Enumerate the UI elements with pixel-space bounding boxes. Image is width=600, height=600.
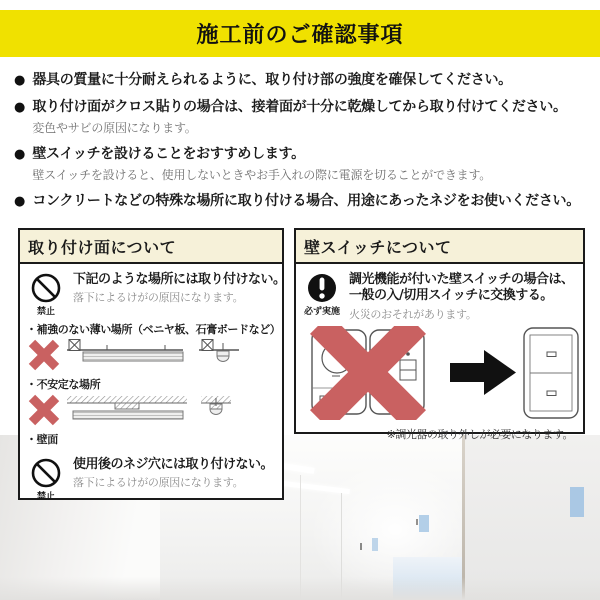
prohibition-icon-label: 禁止: [36, 307, 55, 317]
arrow-right-icon: [450, 350, 516, 395]
photo-door-handle: [416, 519, 418, 525]
bullet-icon: ●: [14, 73, 26, 88]
rocker-switch-diagram: [524, 328, 578, 418]
mandatory-icon-label: 必ず実施: [303, 307, 340, 317]
warning-main: 一般の入/切用スイッチに交換する。: [349, 288, 553, 304]
note-main: 壁スイッチを設けることをおすすめします。: [32, 145, 305, 162]
mount-item-label: ・不安定な場所: [26, 378, 101, 391]
wall-switch-box: [294, 228, 585, 441]
photo-door-sign: [372, 538, 378, 551]
note-main: 器具の質量に十分耐えられるように、取り付け部の強度を確保してください。: [32, 72, 512, 88]
warning-main: 下記のような場所には取り付けない。: [73, 272, 286, 287]
prohibition-icon-label: 禁止: [36, 492, 55, 502]
switch-note: ※調光器の取り外しが必要になります。: [386, 427, 573, 441]
note-main: コンクリートなどの特殊な場所に取り付ける場合、用途にあったネジをお使いください。: [32, 192, 580, 209]
note-main: 取り付け面がクロス貼りの場合は、接着面が十分に乾燥してから取り付けてください。: [32, 99, 567, 115]
photo-door-edge: [462, 435, 465, 600]
warning-main: 調光機能が付いた壁スイッチの場合は、: [349, 272, 574, 287]
mount-item-label: ・壁面: [26, 433, 58, 446]
mandatory-icon: [302, 272, 342, 317]
switch-box-title: 壁スイッチについて: [296, 230, 583, 264]
prohibition-icon: [26, 457, 66, 502]
page-title: 施工前のご確認事項: [196, 23, 404, 48]
warning-sub: 落下によるけがの原因になります。: [73, 476, 244, 490]
warning-sub: 落下によるけがの原因になります。: [73, 291, 244, 305]
photo-floor: [0, 577, 600, 600]
bullet-icon: ●: [14, 193, 26, 209]
mount-box-body: [20, 264, 286, 510]
mount-box-title: 取り付け面について: [20, 230, 282, 264]
cross-mark-icon: [26, 393, 62, 427]
switch-replace-diagram: [304, 326, 577, 424]
warning-row: [302, 272, 577, 322]
note-item: [14, 146, 594, 183]
warning-sub: 火災のおそれがあります。: [349, 307, 477, 321]
photo-door-sign: [419, 515, 429, 532]
note-sub: 壁スイッチを設けると、使用しないときやお手入れの際に電源を切ることができます。: [32, 167, 492, 182]
warning-main: 使用後のネジ穴には取り付けない。: [73, 457, 274, 472]
prohibition-icon: [26, 272, 66, 317]
note-item: [14, 193, 594, 210]
photo-door-sign: [570, 487, 584, 517]
note-item: [14, 72, 594, 89]
bullet-icon: ●: [14, 100, 26, 115]
warning-row: [26, 272, 286, 317]
thin-board-diagram: [67, 338, 239, 372]
photo-right-wall: [465, 435, 600, 600]
photo-door-handle: [360, 543, 362, 550]
thin-board-diagram-row: [26, 338, 276, 372]
warning-row: [26, 457, 276, 502]
note-item: [14, 99, 594, 136]
title-bar: [0, 10, 600, 57]
cross-mark-icon: [26, 338, 62, 372]
unstable-place-diagram-row: [26, 393, 276, 427]
notes-list: [14, 72, 594, 220]
mount-item-label: ・補強のない薄い場所（ベニヤ板、石膏ボードなど）: [26, 323, 281, 336]
unstable-place-diagram: [67, 394, 239, 426]
note-sub: 変色やサビの原因になります。: [32, 120, 197, 135]
bullet-icon: ●: [14, 146, 26, 162]
switch-box-body: [296, 264, 583, 446]
mount-surface-box: [18, 228, 284, 500]
